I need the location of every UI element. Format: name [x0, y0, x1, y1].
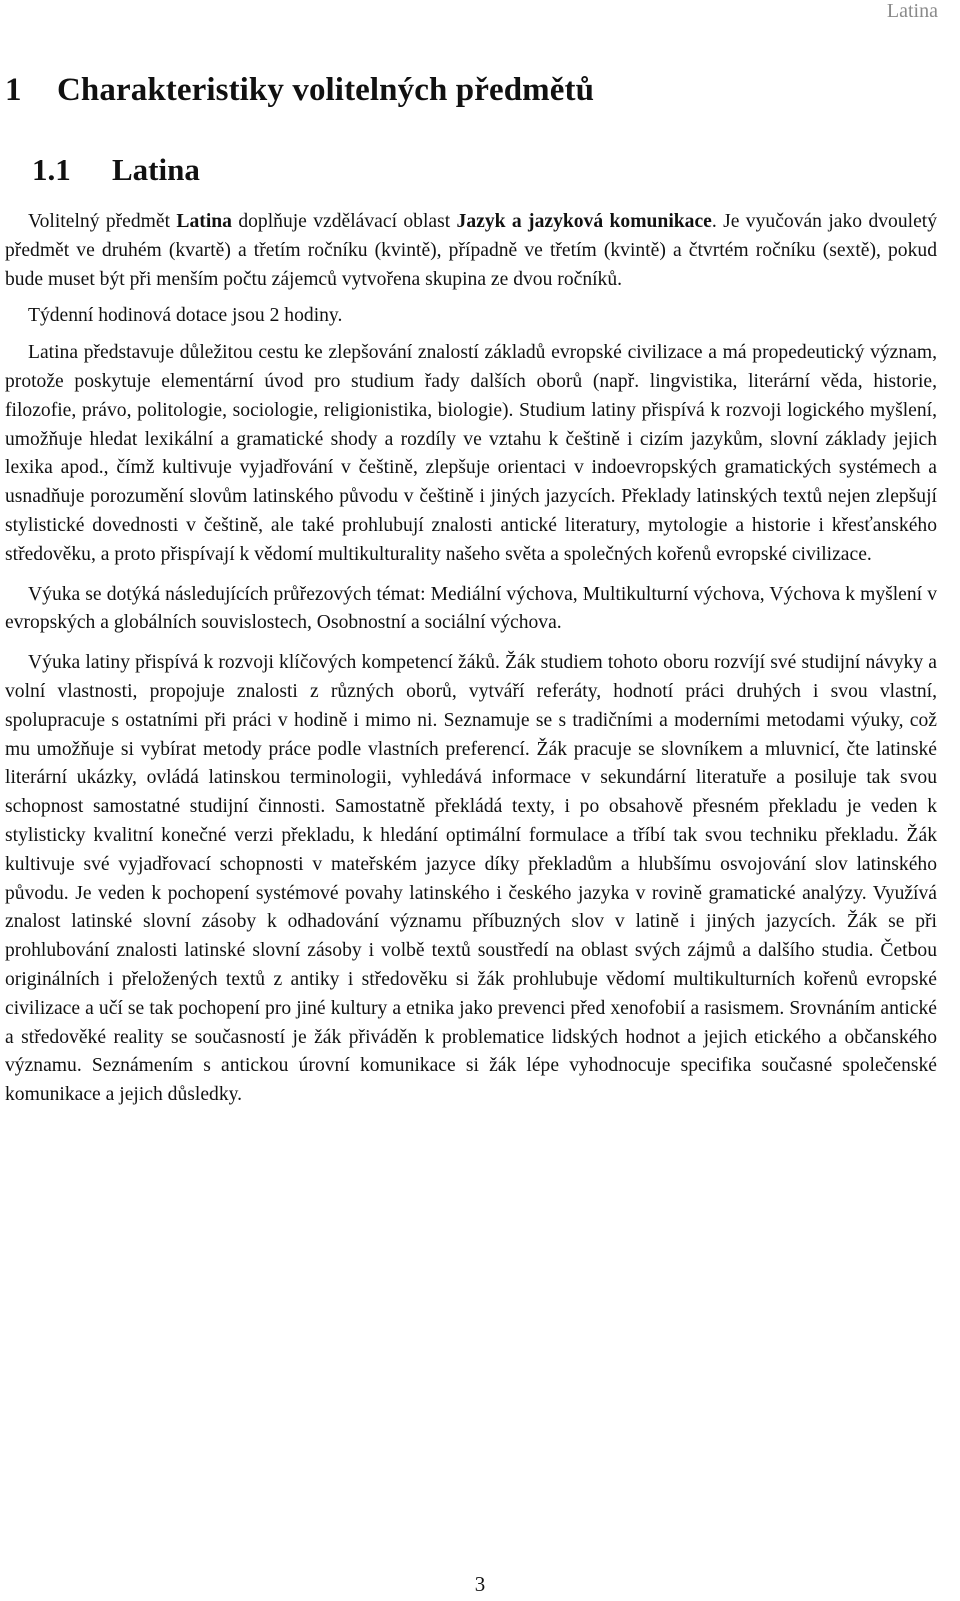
running-header: Latina [886, 0, 938, 22]
chapter-title: Charakteristiky volitelných předmětů [57, 72, 595, 108]
chapter-heading [5, 72, 594, 109]
competences-paragraph: Výuka latiny přispívá k rozvoji klíčových kompetencí žáků. Žák studiem tohoto oboru rozvíjí své studijní návyky a volní vlastnosti, propojuje znalosti z různých oborů, vytváří referáty, hodnotí práci druhých i svou vlastní, spolupracuje s ostatními při práci v hodině i mimo ni. Seznamuje se s tradičními a moderními metodami výuky, což mu umožňuje si vybírat metody práce podle vlastních preferencí. Žák pracuje se slovníkem a mluvnicí, čte latinské literární ukázky, ovládá latinskou terminologii, vyhledává informace v sekundární literatuře a posiluje tak svou schopnost samostatné studijní činnosti. Samostatně překládá texty, i po obsahově přesném překladu je veden k stylisticky kvalitní konečné verzi překladu, k hledání optimální formulace a tříbí tak svou techniku překladu. Žák kultivuje své vyjadřovací schopnosti v mateřském jazyce díky překladům a hlubšímu osvojování slov latinského původu. Je veden k pochopení systémové povahy latinského i českého jazyka v rovině gramatické analýzy. Využívá znalost latinské slovní zásoby k odhadování významu příbuzných slov v latině i jiných jazycích. Žák se při prohlubování znalosti latinské slovní zásoby i volbě textů soustředí na oblast svých zájmů a dalšího studia. Četbou originálních i přeložených textů z antiky i středověku si žák prohlubuje vědomí multikulturních kořenů evropské civilizace a učí se tak pochopení pro jiné kultury a etnika jako prevenci před xenofobií a rasismem. Srovnáním antické a středověké reality se současností je žák přiváděn k problematice lidských hodnot a jejich etického a občanského významu. Seznámením s antickou úrovní komunikace si žák lépe vyhodnocuje specifika současné společenské komunikace a jejich důsledky. [5, 652, 937, 1106]
section-number: 1.1 [32, 152, 71, 187]
significance-paragraph: Latina představuje důležitou cestu ke zlepšování znalostí základů evropské civilizace a má propedeutický význam, protože poskytuje elementární úvod pro studium řady dalších oborů (např. lingvistika, literární věda, historie, filozofie, právo, politologie, sociologie, religionistika, biologie). Studium latiny přispívá k rozvoji logického myšlení, umožňuje hledat lexikální a gramatické shody a rozdíly ve vztahu k češtině i cizím jazykům, slovní základy jejich lexika apod., čímž kultivuje vyjadřování v češtině, zlepšuje orientaci v indoevropských gramatických systémech a usnadňuje porozumění slovům latinského původu v češtině i jiných jazycích. Překlady latinských textů nejen zlepšují stylistické dovednosti v češtině, ale také prohlubují znalosti antické literatury, mytologie a historie i křesťanského středověku, a proto přispívají k vědomí multikulturality našeho světa a společných kořenů evropské civilizace. [5, 342, 937, 565]
subject-name: Latina [176, 211, 232, 232]
intro-text: Volitelný předmět [28, 211, 177, 232]
hours-paragraph: Týdenní hodinová dotace jsou 2 hodiny. [28, 305, 343, 327]
document-body [5, 208, 937, 1110]
section-title: Latina [112, 152, 200, 187]
intro-text: . Je vyučován jako dvouletý předmět ve druhém (kvartě) a třetím ročníku (kvintě), případně ve třetím (kvintě) a čtvrtém ročníku (sextě), pokud bude muset být při menším počtu zájemců vytvořena skupina ze dvou ročníků. [5, 211, 938, 290]
chapter-number: 1 [5, 72, 22, 108]
curriculum-area: Jazyk a jazyková komunikace [456, 211, 712, 232]
intro-paragraph [5, 208, 937, 294]
section-heading [32, 152, 200, 188]
themes-paragraph: Výuka se dotýká následujících průřezových témat: Mediální výchova, Multikulturní výchova, Výchova k myšlení v evropských a globálních souvislostech, Osobnostní a sociální výchova. [5, 583, 937, 634]
page-number: 3 [474, 1572, 486, 1596]
intro-text: doplňuje vzdělávací oblast [231, 211, 457, 232]
